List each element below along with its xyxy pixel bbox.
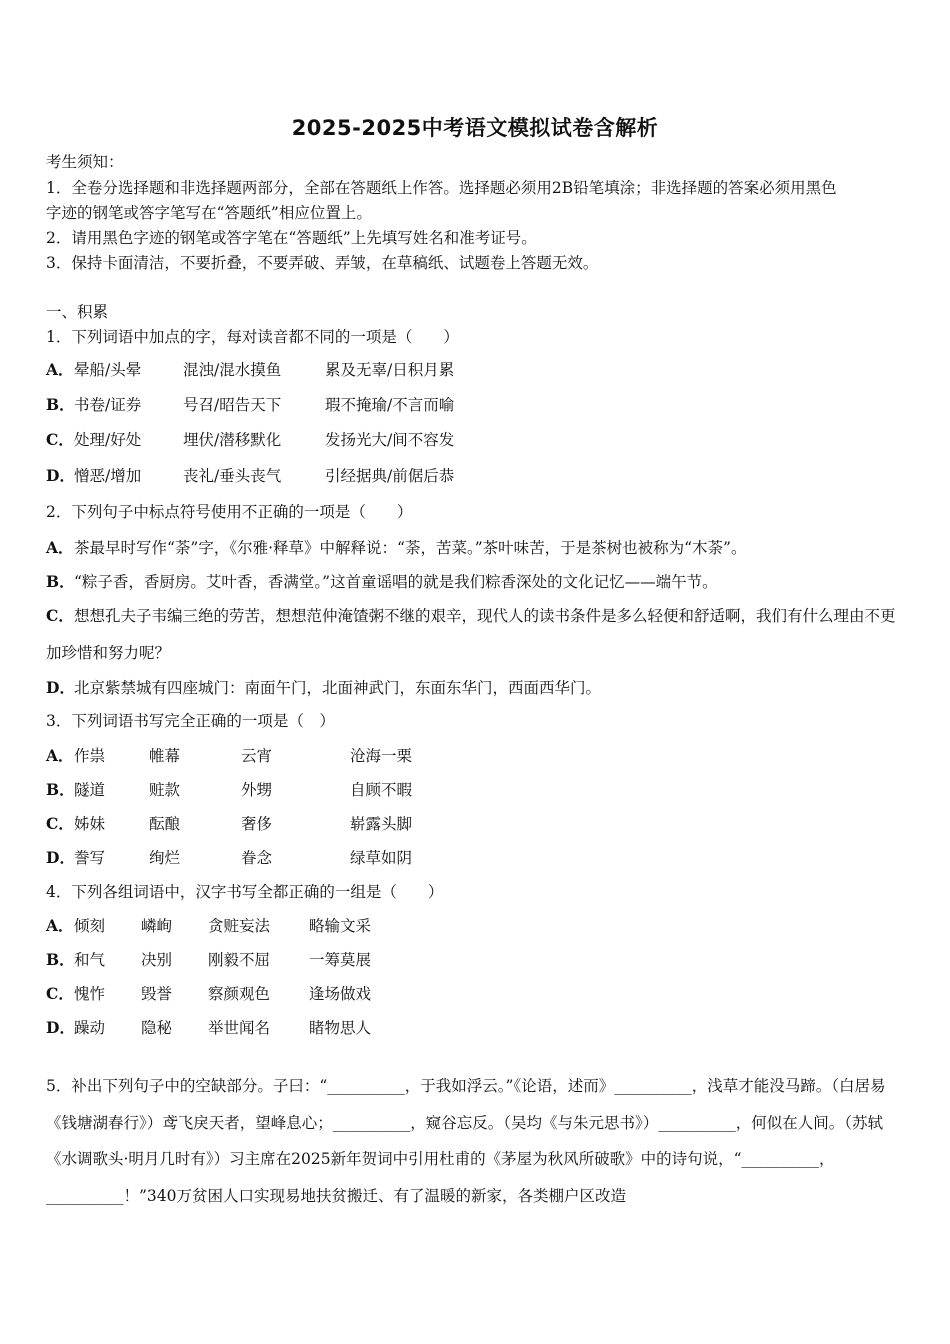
q3-option-d: D． 誊写 绚烂 眷念 绿草如阴 <box>46 848 413 867</box>
q4-option-b: B． 和气 决别 刚毅不屈 一筹莫展 <box>46 950 372 969</box>
notice-item-2: 2．请用黑色字迹的钢笔或答字笔在“答题纸”上先填写姓名和准考证号。 <box>46 229 537 247</box>
q4-option-a: A． 倾刻 嶙峋 贪赃妄法 略输文采 <box>46 916 372 935</box>
q1-b-col3: 瑕不掩瑜/不言而喻 <box>325 396 455 414</box>
notice-item-3: 3．保持卡面清洁，不要折叠，不要弄破、弄皱，在草稿纸、试题卷上答题无效。 <box>46 254 599 272</box>
q3-option-c: C． 姊妹 酝酿 奢侈 崭露头脚 <box>46 814 413 833</box>
page-title: 2025-2025中考语文模拟试卷含解析 <box>291 116 659 140</box>
q1-a-col3: 累及无辜/日积月累 <box>325 361 455 379</box>
q1-option-a: A． 晕船/头晕 混浊/混水摸鱼 累及无辜/日积月累 <box>46 360 455 379</box>
q1-option-d: D． 憎恶/增加 丧礼/垂头丧气 引经据典/前倨后恭 <box>46 466 455 485</box>
q1-a-col2: 混浊/混水摸鱼 <box>183 361 282 379</box>
q4-option-d: D． 躁动 隐秘 举世闻名 睹物思人 <box>46 1018 372 1037</box>
q2-option-a: A．茶最早时写作“荼”字，《尔雅·释草》中解释说：“荼，苦菜。”茶叶味苦，于是茶树也被称为“木荼”。 <box>46 538 747 557</box>
q1-c-col3: 发扬光大/间不容发 <box>325 431 455 449</box>
q1-d-col1: 憎恶/增加 <box>74 467 142 485</box>
q3-stem: 3．下列词语书写完全正确的一项是（ ） <box>46 712 335 730</box>
q1-a-col1: 晕船/头晕 <box>74 361 142 379</box>
section-heading: 一、积累 <box>46 303 109 321</box>
notice-item-1: 1．全卷分选择题和非选择题两部分，全部在答题纸上作答。选择题必须用2B铅笔填涂；非选择题的答案必须用黑色 <box>46 179 837 197</box>
notice-item-1-cont: 字迹的钢笔或答字笔写在“答题纸”相应位置上。 <box>46 204 372 222</box>
notice-heading: 考生须知： <box>46 153 124 171</box>
q2-option-b: B．“粽子香，香厨房。艾叶香，香满堂。”这首童谣唱的就是我们粽香深处的文化记忆——端午节。 <box>46 572 718 591</box>
q1-d-col2: 丧礼/垂头丧气 <box>183 467 282 485</box>
q1-b-col1: 书卷/证券 <box>74 396 142 414</box>
q2-stem: 2．下列句子中标点符号使用不正确的一项是（ ） <box>46 503 413 521</box>
q1-b-col2: 号召/昭告天下 <box>183 396 282 414</box>
q2-option-c: C．想想孔夫子韦编三绝的劳苦，想想范仲淹馇粥不继的艰辛，现代人的读书条件是多么轻便和舒适啊，我们有什么理由不更加珍惜和努力呢？ <box>46 606 896 662</box>
q4-stem: 4．下列各组词语中，汉字书写全都正确的一组是（ ） <box>46 883 444 901</box>
q1-option-c: C． 处理/好处 埋伏/潜移默化 发扬光大/间不容发 <box>46 430 455 449</box>
q1-option-b: B． 书卷/证券 号召/昭告天下 瑕不掩瑜/不言而喻 <box>46 395 455 414</box>
q1-d-col3: 引经据典/前倨后恭 <box>325 467 455 485</box>
q1-stem: 1．下列词语中加点的字，每对读音都不同的一项是（ ） <box>46 328 459 346</box>
q4-option-c: C． 愧怍 毁誉 察颜观色 逢场做戏 <box>46 984 372 1003</box>
q3-option-a: A． 作祟 帷幕 云宵 沧海一栗 <box>46 746 413 765</box>
q1-c-col2: 埋伏/潜移默化 <box>183 431 282 449</box>
q1-c-col1: 处理/好处 <box>74 431 142 449</box>
q2-option-d: D．北京紫禁城有四座城门：南面午门，北面神武门，东面东华门，西面西华门。 <box>46 678 602 697</box>
q5-paragraph: 5．补出下列句子中的空缺部分。子曰：“__________，于我如浮云。”《论语，述而》__________，浅草才能没马蹄。（白居易《钱塘湖春行》）鸢飞戾天者，望峰息心；__________，窥谷忘反。（吴均《与朱元思书》）__________，何似在人间。（苏轼《水调歌头·明月几时有》）习主席在2025新年贺词中引用杜甫的《茅屋为秋风所破歌》中的诗句说，“__________，__________！”340万贫困人口实现易地扶贫搬迁、有了温暖的新家，各类棚户区改造 <box>46 1077 886 1205</box>
q3-option-b: B． 隧道 赃款 外甥 自顾不暇 <box>46 780 413 799</box>
